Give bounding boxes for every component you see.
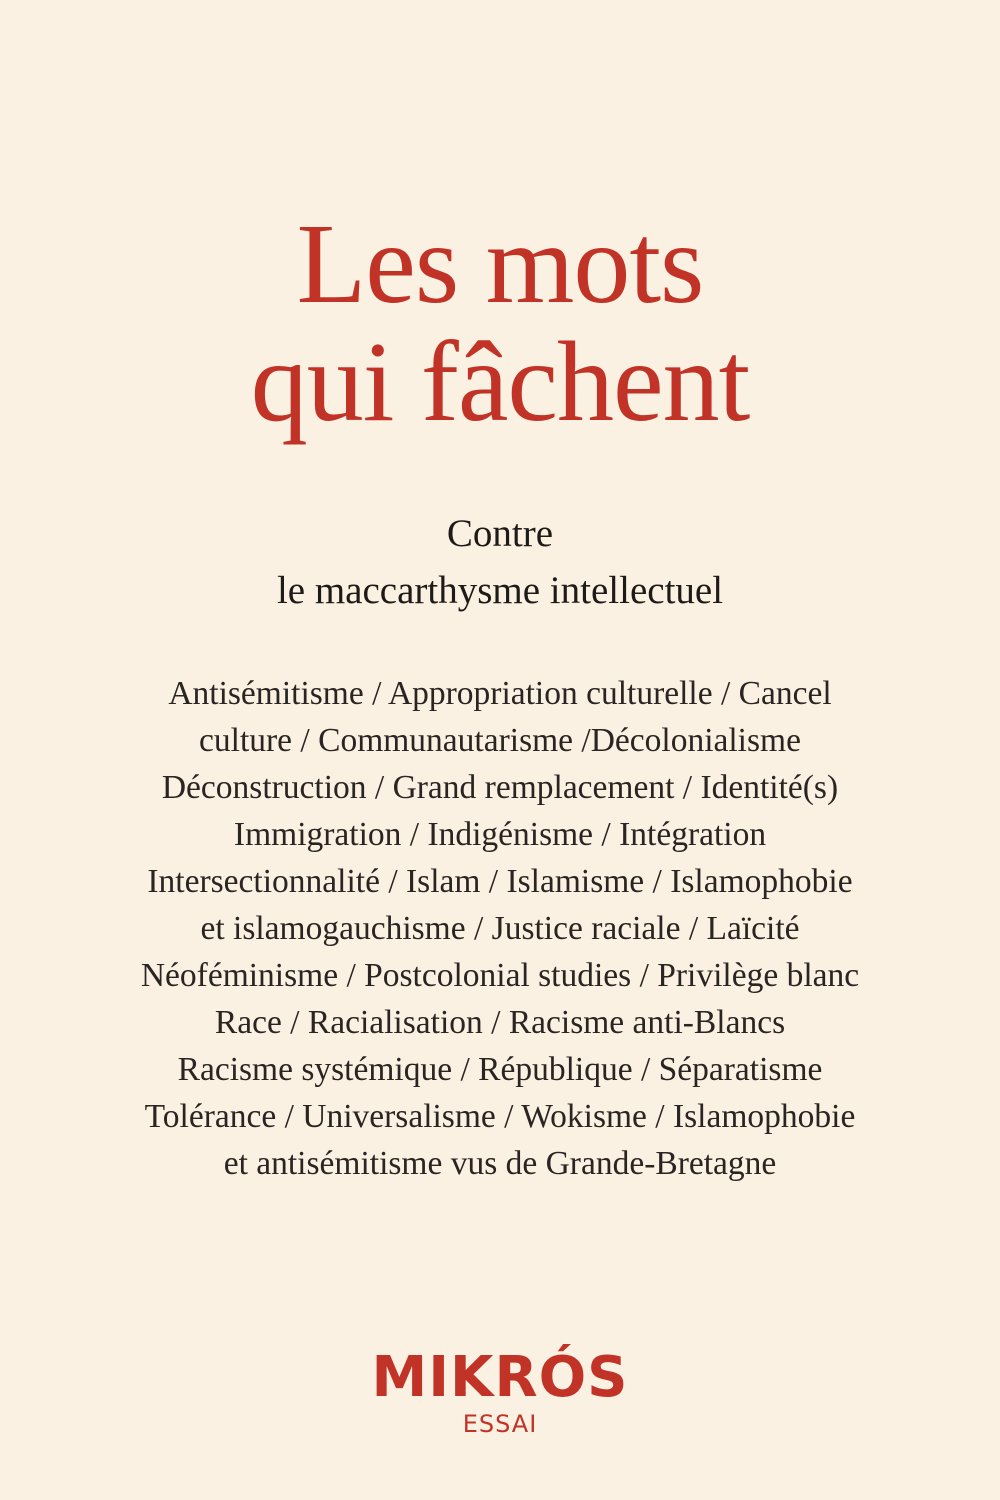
topic-line: Déconstruction / Grand remplacement / Identité(s) (161, 769, 839, 806)
topic-line: Race / Racialisation / Racisme anti-Blancs (214, 1004, 786, 1041)
topic-line: Racisme systémique / République / Séparatisme (177, 1051, 823, 1088)
topic-line: Antisémitisme / Appropriation culturelle / Cancel (168, 675, 832, 712)
topic-line: et islamogauchisme / Justice raciale / Laïcité (200, 910, 800, 947)
topic-line: Intersectionnalité / Islam / Islamisme / Islamophobie (147, 863, 853, 900)
publisher-collection: ESSAI (462, 1410, 538, 1438)
publisher-logo (0, 1345, 1000, 1438)
topic-list (60, 670, 940, 1187)
publisher-brand: MIKRÓS (371, 1345, 629, 1410)
subtitle-line-2: le maccarthysme intellectuel (276, 569, 724, 612)
title-line-1: Les mots (296, 200, 704, 327)
topic-line: Tolérance / Universalisme / Wokisme / Islamophobie (144, 1098, 856, 1135)
book-title (0, 200, 1000, 445)
title-line-2: qui fâchent (250, 318, 750, 445)
book-subtitle (0, 505, 1000, 619)
subtitle-line-1: Contre (446, 512, 554, 555)
topic-line: Néoféminisme / Postcolonial studies / Privilège blanc (140, 957, 860, 994)
topic-line: culture / Communautarisme /Décolonialisme (199, 722, 801, 759)
topic-line: Immigration / Indigénisme / Intégration (233, 816, 767, 853)
topic-line: et antisémitisme vus de Grande-Bretagne (223, 1145, 777, 1182)
